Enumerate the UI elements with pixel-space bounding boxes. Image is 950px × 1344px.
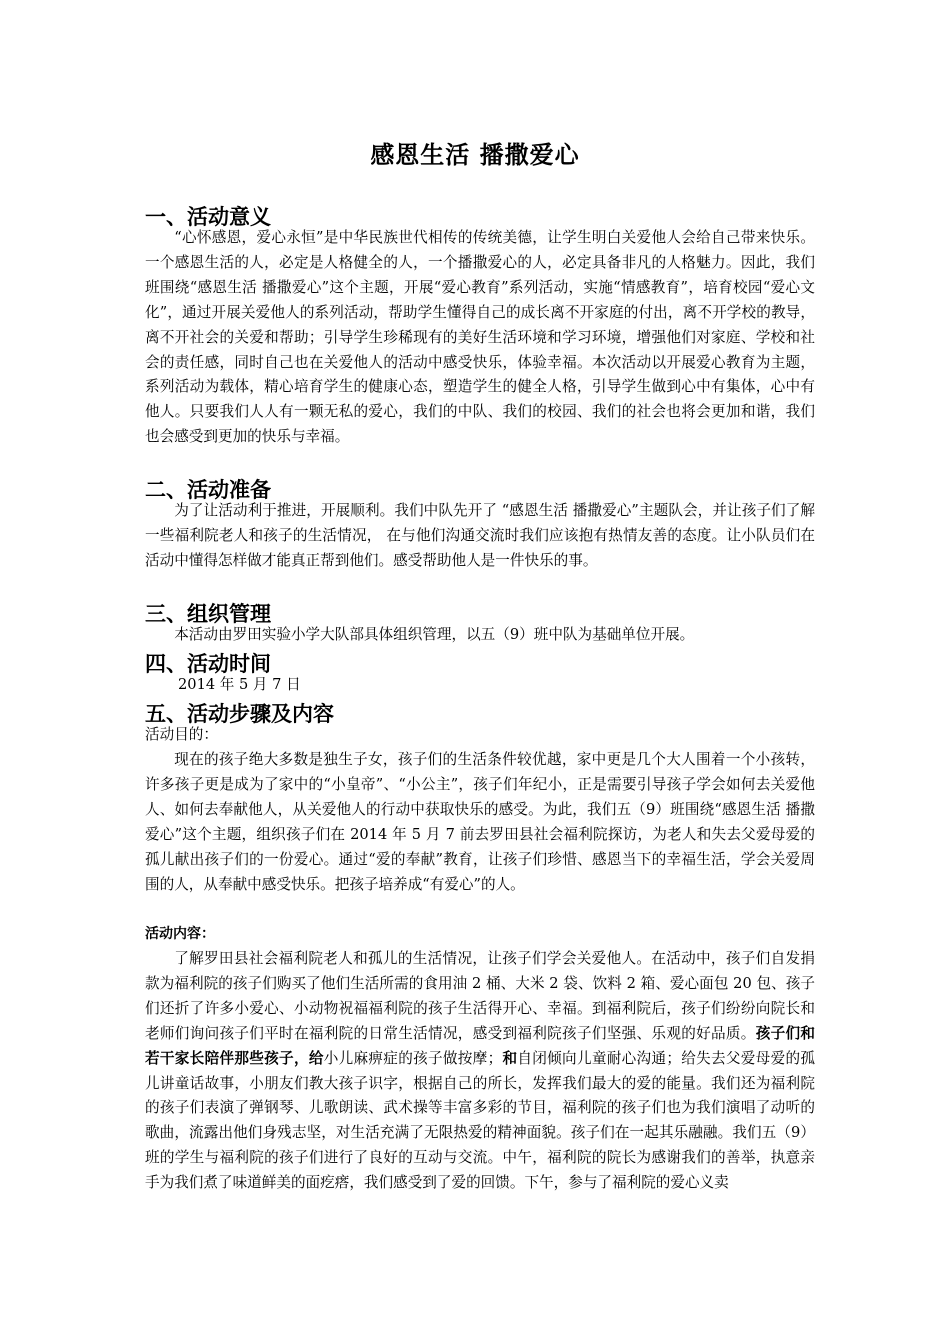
section-3-paragraph: 本活动由罗田实验小学大队部具体组织管理，以五（9）班中队为基础单位开展。 [174,626,695,643]
section-2-paragraph: 为了让活动利于推进，开展顺利。我们中队先开了 “感恩生活 播撒爱心”主题队会，并让孩子们了解一些福利院老人和孩子的生活情况， 在与他们沟通交流时我们应该抱有热情友善的态度。让小队员们在活动中懂得怎样做才能真正帮到他们。感受帮助他人是一件快乐的事。 [145,502,815,569]
document-title: 感恩生活 播撒爱心 [370,141,580,169]
section-3-heading: 三、组织管理 [145,602,271,626]
section-4-heading: 四、活动时间 [145,652,271,676]
content-text-d-bold: 和 [502,1049,518,1067]
goal-paragraph: 现在的孩子绝大多数是独生子女，孩子们的生活条件较优越，家中更是几个大人围着一个小孩转，许多孩子更是成为了家中的“小皇帝”、“小公主”，孩子们年纪小，正是需要引导孩子学会如何去关爱他人、如何去奉献他人，从关爱他人的行动中获取快乐的感受。为此，我们五（9）班围绕“感恩生活 播撒爱心”这个主题，组织孩子们在 2014 年 5 月 7 前去罗田县社会福利院探访，为老人和失去父爱母爱的孤儿献出孩子们的一份爱心。通过“爱的奉献”教育，让孩子们珍惜、感恩当下的幸福生活，学会关爱周围的人，从奉献中感受快乐。把孩子培养成“有爱心”的人。 [145,751,815,893]
section-2-heading: 二、活动准备 [145,478,271,502]
content-paragraph [145,947,815,1196]
content-text-b-bold: 孩子们和若干家长陪伴那些孩子，给 [145,1024,815,1067]
content-text-a: 了解罗田县社会福利院老人和孤儿的生活情况，让孩子们学会关爱他人。在活动中，孩子们自发捐款为福利院的孩子们购买了他们生活所需的食用油 2 桶、大米 2 袋、饮料 2 箱、爱心面包 20 包、孩子们还折了许多小爱心、小动物祝福福利院的孩子生活得开心、幸福。到福利院后，孩子们纷纷向院长和老师们询问孩子们平时在福利院的日常生活情况，感受到福利院孩子们坚强、乐观的好品质。 [145,950,815,1042]
content-text-c: 小儿麻痹症的孩子做按摩； [323,1049,503,1067]
section-1-paragraph: “心怀感恩，爱心永恒”是中华民族世代相传的传统美德，让学生明白关爱他人会给自己带来快乐。一个感恩生活的人，必定是人格健全的人，一个播撒爱心的人，必定具备非凡的人格魅力。因此，我们班围绕“感恩生活 播撒爱心”这个主题，开展“爱心教育”系列活动，实施“情感教育”，培育校园“爱心文化”，通过开展关爱他人的系列活动，帮助学生懂得自己的成长离不开家庭的付出，离不开学校的教导，离不开社会的关爱和帮助；引导学生珍稀现有的美好生活环境和学习环境，增强他们对家庭、学校和社会的责任感，同时自己也在关爱他人的活动中感受快乐，体验幸福。本次活动以开展爱心教育为主题，系列活动为载体，精心培育学生的健康心态，塑造学生的健全人格，引导学生做到心中有集体，心中有他人。只要我们人人有一颗无私的爱心，我们的中队、我们的校园、我们的社会也将会更加和谐，我们也会感受到更加的快乐与幸福。 [145,229,815,446]
content-label: 活动内容： [145,926,215,942]
goal-label: 活动目的： [145,726,218,743]
section-1-heading: 一、活动意义 [145,205,271,229]
activity-date: 2014 年 5 月 7 日 [178,676,301,693]
section-5-heading: 五、活动步骤及内容 [145,702,334,726]
content-text-e: 自闭倾向儿童耐心沟通；给失去父爱母爱的孤儿讲童话故事，小朋友们教大孩子识字，根据自己的所长，发挥我们最大的爱的能量。我们还为福利院的孩子们表演了弹钢琴、儿歌朗读、武术操等丰富多彩的节目，福利院的孩子们也为我们演唱了动听的歌曲，流露出他们身残志坚，对生活充满了无限热爱的精神面貌。孩子们在一起其乐融融。我们五（9）班的学生与福利院的孩子们进行了良好的互动与交流。中午，福利院的院长为感谢我们的善举，执意亲手为我们煮了味道鲜美的面疙瘩，我们感受到了爱的回馈。下午，参与了福利院的爱心义卖 [145,1049,815,1192]
